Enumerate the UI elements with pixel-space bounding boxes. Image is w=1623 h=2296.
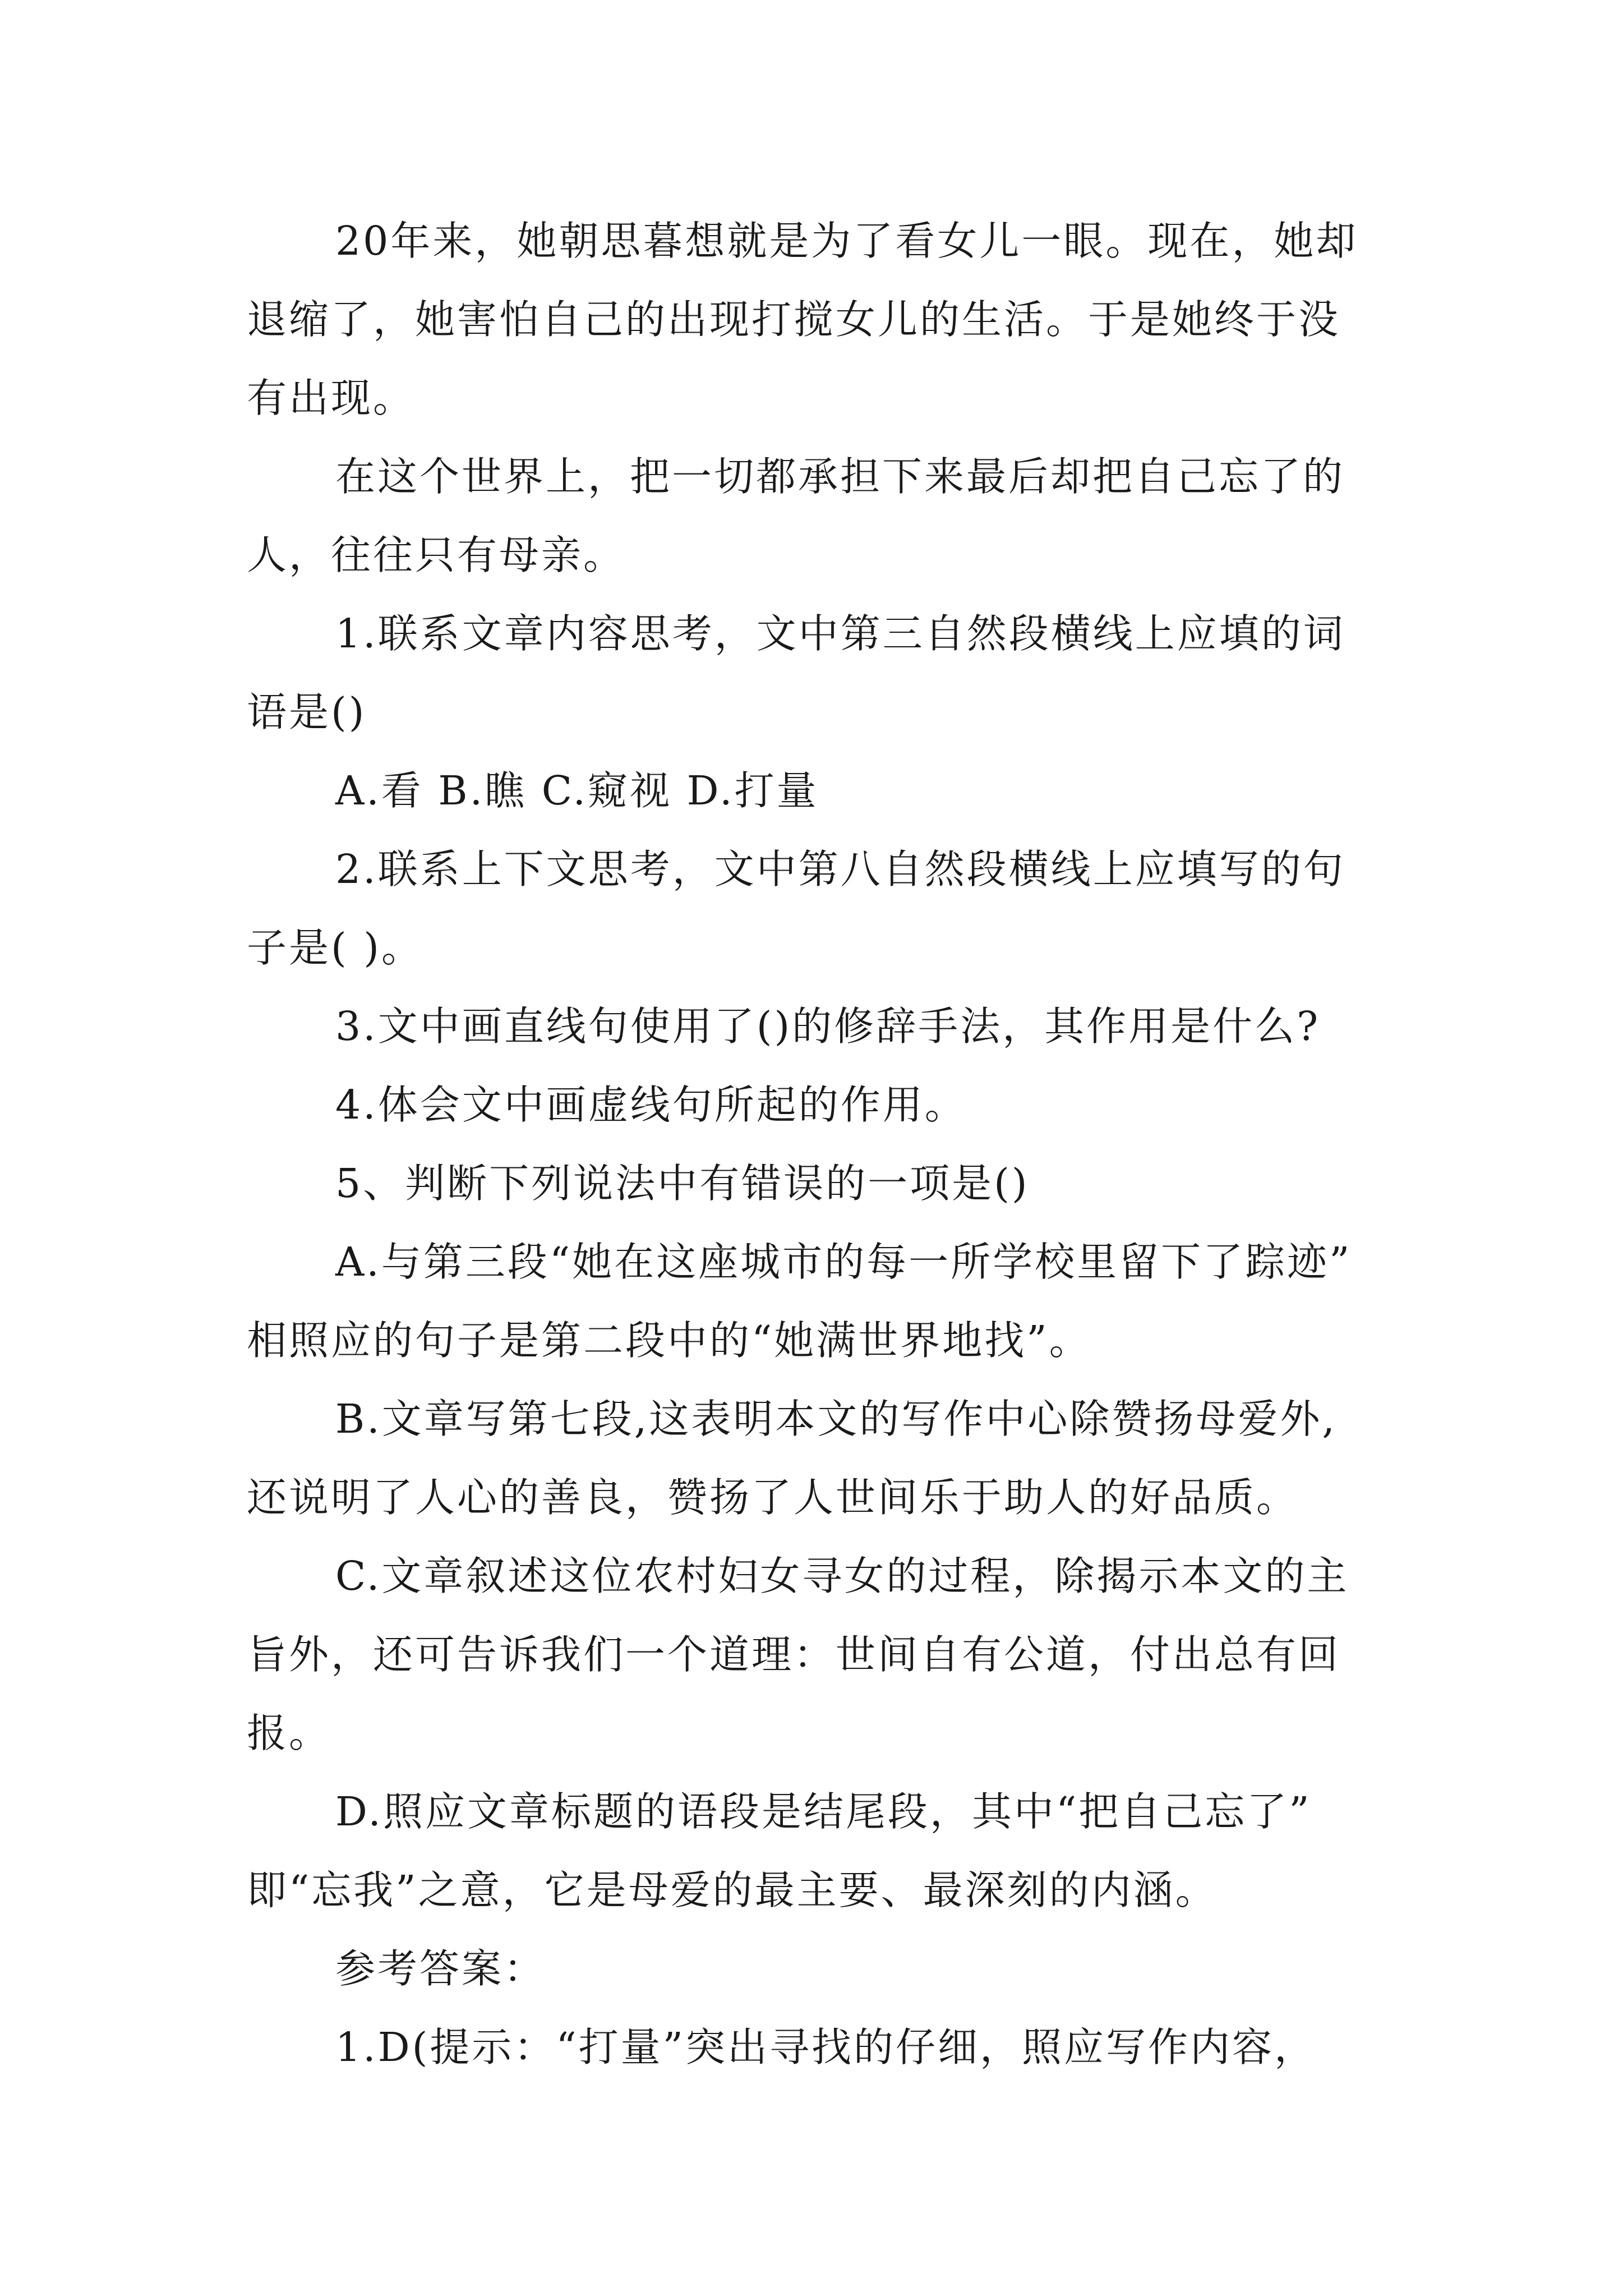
question-5-option-b-cont: 还说明了人心的善良，赞扬了人世间乐于助人的好品质。 xyxy=(247,1474,1299,1521)
question-1: 1.联系文章内容思考，文中第三自然段横线上应填的词 xyxy=(335,610,1345,657)
paragraph-line: 有出现。 xyxy=(247,375,416,421)
question-2-cont: 子是( )。 xyxy=(247,924,423,971)
question-3: 3.文中画直线句使用了()的修辞手法，其作用是什么? xyxy=(335,1003,1321,1050)
question-5-option-a-cont: 相照应的句子是第二段中的“她满世界地找”。 xyxy=(247,1317,1091,1364)
question-5-option-a: A.与第三段“她在这座城市的每一所学校里留下了踪迹” xyxy=(335,1239,1352,1285)
question-5-option-c-cont: 报。 xyxy=(247,1710,331,1756)
question-4: 4.体会文中画虚线句所起的作用。 xyxy=(335,1082,967,1128)
question-1-options: A.看 B.瞧 C.窥视 D.打量 xyxy=(335,767,819,814)
question-5: 5、判断下列说法中有错误的一项是() xyxy=(335,1160,1030,1207)
paragraph-line: 人，往往只有母亲。 xyxy=(247,532,626,578)
question-5-option-d-cont: 即“忘我”之意，它是母爱的最主要、最深刻的内涵。 xyxy=(247,1867,1218,1913)
question-5-option-c-cont: 旨外，还可告诉我们一个道理：世间自有公道，付出总有回 xyxy=(247,1631,1341,1678)
paragraph-line: 退缩了，她害怕自己的出现打搅女儿的生活。于是她终于没 xyxy=(247,296,1341,343)
paragraph-line: 20年来，她朝思暮想就是为了看女儿一眼。现在，她却 xyxy=(335,218,1358,264)
answers-heading: 参考答案： xyxy=(335,1945,546,1992)
question-5-option-b: B.文章写第七段,这表明本文的写作中心除赞扬母爱外, xyxy=(335,1396,1337,1442)
question-2: 2.联系上下文思考，文中第八自然段横线上应填写的句 xyxy=(335,846,1345,892)
answer-1: 1.D(提示：“打量”突出寻找的仔细，照应写作内容， xyxy=(335,2024,1316,2070)
paragraph-line: 在这个世界上，把一切都承担下来最后却把自己忘了的 xyxy=(335,453,1345,500)
question-5-option-d: D.照应文章标题的语段是结尾段，其中“把自己忘了” xyxy=(335,1788,1312,1835)
question-5-option-c: C.文章叙述这位农村妇女寻女的过程，除揭示本文的主 xyxy=(335,1553,1349,1599)
question-1-cont: 语是() xyxy=(247,689,367,735)
